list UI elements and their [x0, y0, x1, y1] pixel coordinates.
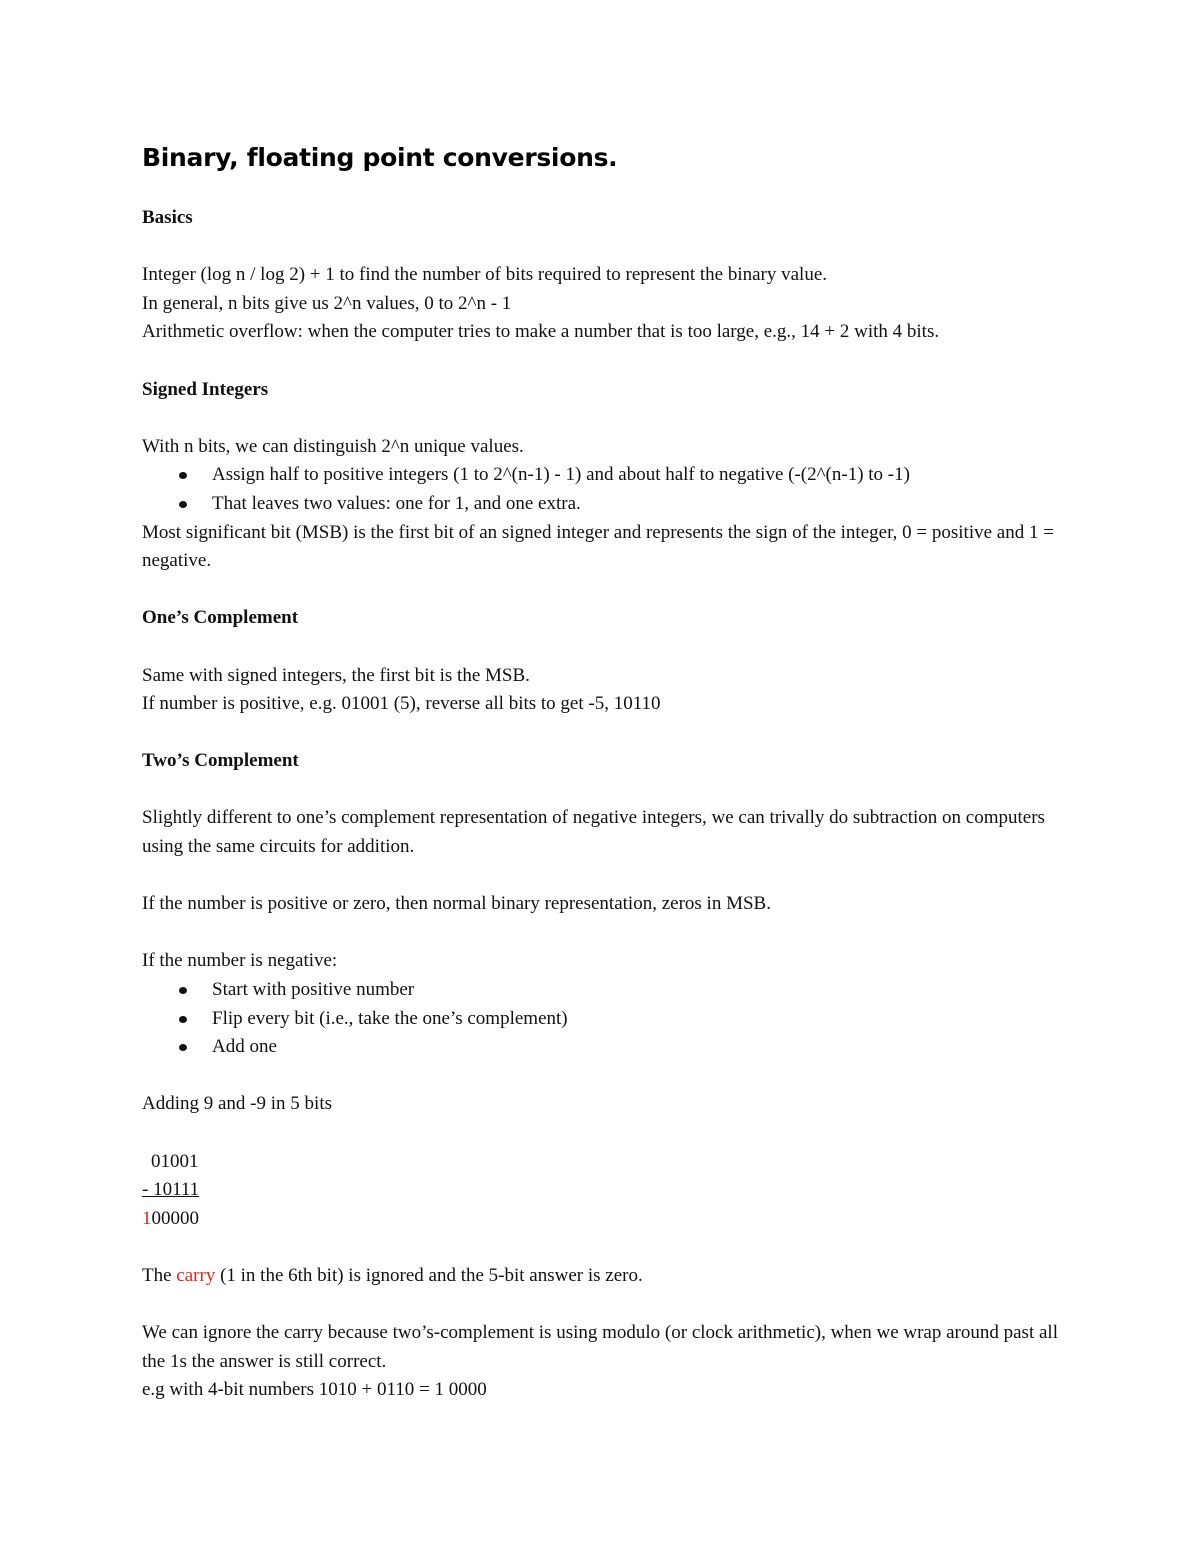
basics-line-2: In general, n bits give us 2^n values, 0 to 2^n - 1 [142, 292, 512, 314]
calc-result: 100000 [142, 1207, 199, 1229]
bullet-icon [179, 1016, 187, 1023]
twos-paragraph-1: Slightly different to one’s complement representation of negative integers, we can trivally do subtraction on computers using the same circuits for addition. [142, 807, 1045, 858]
twos-paragraph-3: If the number is negative: [142, 950, 338, 972]
twos-paragraph-2: If the number is positive or zero, then normal binary representation, zeros in MSB. [142, 893, 771, 915]
signed-msb-paragraph: Most significant bit (MSB) is the first bit of an signed integer and represents the sign of the integer, 0 = positive and 1 = negative. [142, 521, 1054, 572]
ones-line-1: Same with signed integers, the first bit is the MSB. [142, 664, 530, 686]
calc-line-1: 01001 [151, 1150, 199, 1172]
heading-signed-integers: Signed Integers [142, 378, 269, 400]
twos-bullet-list [142, 976, 1062, 1062]
twos-paragraph-4: We can ignore the carry because two’s-complement is using modulo (or clock arithmetic), when we wrap around past all the 1s the answer is still correct. [142, 1322, 1058, 1372]
calc-line-2: - 10111 [142, 1179, 200, 1201]
basics-line-3: Arithmetic overflow: when the computer tries to make a number that is too large, e.g., 14 + 2 with 4 bits. [142, 321, 940, 343]
signed-intro: With n bits, we can distinguish 2^n unique values. [142, 435, 524, 457]
twos-paragraph-5: e.g with 4-bit numbers 1010 + 0110 = 1 0000 [142, 1379, 487, 1401]
bullet-icon [179, 472, 187, 479]
heading-twos-complement: Two’s Complement [142, 750, 299, 772]
list-item: Add one [142, 1033, 1062, 1062]
list-item: That leaves two values: one for 1, and one extra. [142, 490, 1062, 519]
bullet-icon [179, 501, 187, 508]
carry-sentence: The carry (1 in the 6th bit) is ignored and the 5-bit answer is zero. [142, 1264, 643, 1286]
bullet-icon [179, 1044, 187, 1051]
heading-ones-complement: One’s Complement [142, 607, 299, 629]
ones-line-2: If number is positive, e.g. 01001 (5), reverse all bits to get -5, 10110 [142, 693, 661, 715]
carry-digit: 1 [142, 1207, 152, 1229]
heading-basics: Basics [142, 207, 193, 228]
list-item: Start with positive number [142, 976, 1062, 1005]
bullet-icon [179, 987, 187, 994]
example-title: Adding 9 and -9 in 5 bits [142, 1093, 332, 1115]
page-title: Binary, floating point conversions. [142, 143, 618, 172]
binary-calculation [142, 1148, 1062, 1234]
signed-bullet-list [142, 461, 1062, 518]
list-item: Assign half to positive integers (1 to 2^(n-1) - 1) and about half to negative (-(2^(n-1) to -1) [142, 461, 1062, 490]
carry-word: carry [176, 1264, 216, 1286]
list-item: Flip every bit (i.e., take the one’s complement) [142, 1005, 1062, 1034]
basics-line-1: Integer (log n / log 2) + 1 to find the number of bits required to represent the binary value. [142, 264, 828, 286]
document-page [142, 140, 1062, 1405]
